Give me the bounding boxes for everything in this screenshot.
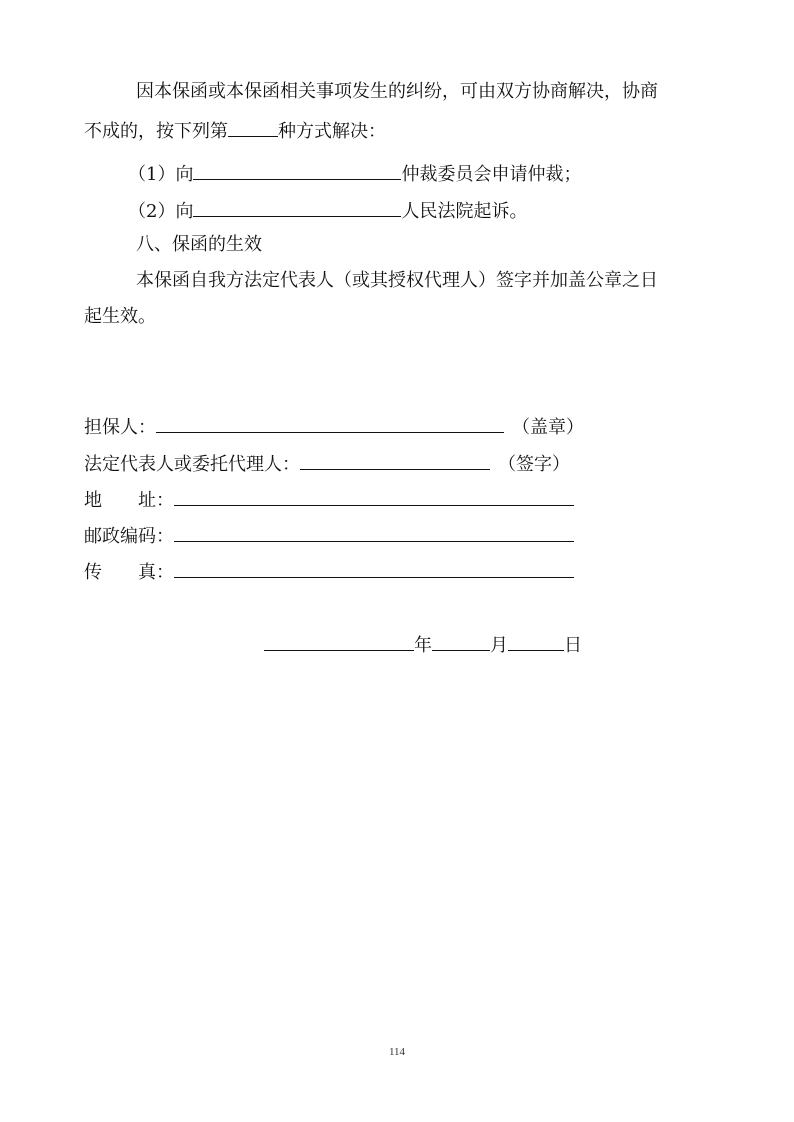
fax-label: 传 真： (84, 562, 174, 583)
guarantor-label: 担保人： (84, 417, 156, 438)
option-court: （2）向 人民法院起诉。 (128, 197, 527, 224)
year-field[interactable] (264, 631, 414, 651)
date-row (264, 631, 582, 658)
signature-note: （签字） (498, 454, 570, 475)
fax-field[interactable] (174, 558, 574, 578)
month-field[interactable] (432, 631, 490, 651)
effect-clause-line-1: 本保函自我方法定代表人（或其授权代理人）签字并加盖公章之日 (136, 270, 658, 291)
representative-field[interactable] (300, 450, 490, 470)
option-arbitration: （1）向 仲裁委员会申请仲裁； (128, 160, 581, 187)
court-name-blank[interactable] (193, 197, 401, 217)
address-label: 地 址： (84, 490, 174, 511)
guarantor-row (84, 413, 584, 440)
dispute-clause-line-1: 因本保函或本保函相关事项发生的纠纷，可由双方协商解决，协商 (136, 81, 658, 102)
day-label: 日 (564, 635, 582, 656)
year-label: 年 (414, 635, 432, 656)
section-heading-effectiveness: 八、保函的生效 (136, 234, 262, 255)
representative-row (84, 450, 570, 477)
arbitration-committee-blank[interactable] (193, 160, 401, 180)
seal-note: （盖章） (512, 417, 584, 438)
representative-label: 法定代表人或委托代理人： (84, 454, 300, 475)
postcode-label: 邮政编码： (84, 526, 174, 547)
address-row (84, 486, 574, 513)
postcode-row (84, 522, 574, 549)
page-number: 114 (388, 1046, 406, 1058)
method-number-blank[interactable] (228, 117, 278, 137)
address-field[interactable] (174, 486, 574, 506)
effect-clause-line-2: 起生效。 (84, 306, 156, 327)
dispute-clause-line-2: 不成的，按下列第 种方式解决： (84, 117, 386, 144)
day-field[interactable] (508, 631, 564, 651)
guarantor-field[interactable] (156, 413, 504, 433)
fax-row (84, 558, 574, 585)
postcode-field[interactable] (174, 522, 574, 542)
month-label: 月 (490, 635, 508, 656)
